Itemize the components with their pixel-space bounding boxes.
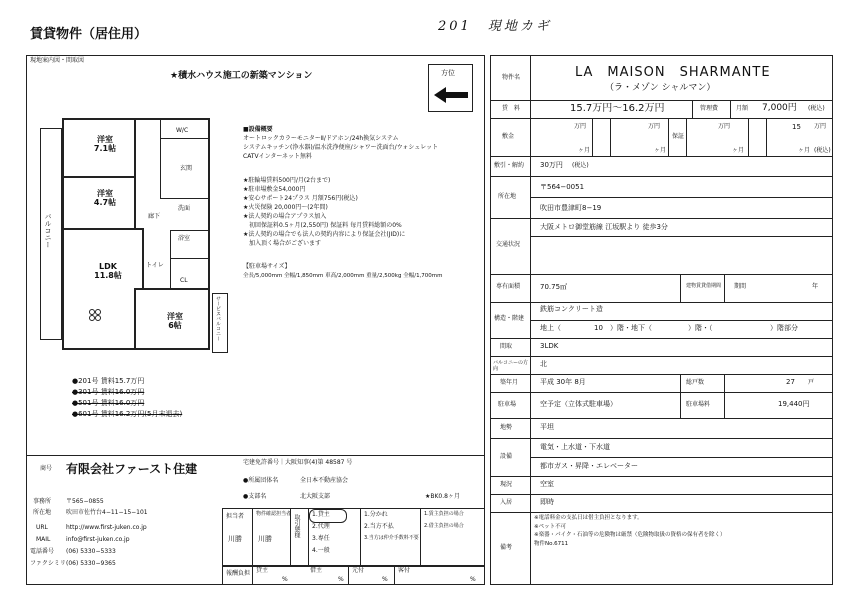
status: 空室 [540, 480, 554, 488]
company-name: 有限会社ファースト住建 [66, 462, 198, 476]
trade-option[interactable]: 4.一般 [312, 547, 330, 554]
room-western-2: 洋室 4.7帖 [93, 189, 117, 207]
floors-part-suffix: ）階部分 [770, 324, 798, 332]
renewal-tax: (税込) [814, 147, 831, 154]
unit-line: ●301号 賃料16.0万円 [72, 388, 145, 396]
facility-1: 電気・上水道・下水道 [540, 443, 610, 451]
unit-line: ●601号 賃料16.2万円(5月末退去) [72, 410, 183, 418]
key-month: ヶ月 [654, 147, 667, 154]
url[interactable]: http://www.first-juken.co.jp [66, 524, 147, 531]
rent-label: 賃 料 [502, 105, 521, 112]
note-line: ★駐輪場賃料500円/月(2台まで) [243, 177, 331, 184]
confirm: 川勝 [258, 535, 272, 543]
note-line: 初回保証料0.5ヶ月(2,550円) 保証料 毎月賃料総額の0% [243, 222, 402, 229]
facility-2: 都市ガス・昇降・エレベーター [540, 462, 638, 470]
trade-option[interactable]: 1.貸主 [312, 511, 330, 518]
location-address: 吹田市豊津町8−19 [540, 204, 602, 212]
arrow-left-icon [434, 87, 468, 103]
section-label: 現地案内図・間取図 [30, 57, 85, 64]
structure: 鉄筋コンクリート造 [540, 305, 603, 313]
units: 27 [786, 378, 795, 386]
built-label: 築年月 [500, 379, 519, 386]
room-bath: 浴室 [178, 235, 191, 242]
area-label: 専有面積 [496, 283, 521, 290]
office-postal: 〒565−0855 [66, 498, 104, 505]
note-line: ★安心サポート24プラス 月額756円(税込) [243, 195, 358, 202]
unit-line: ●501号 賃料16.0万円 [72, 399, 145, 407]
room-balcony: バルコニー [44, 213, 52, 248]
rent: 15.7万円〜16.2万円 [570, 103, 665, 114]
units-unit: 戸 [808, 379, 815, 386]
office-label: 事務所 [33, 498, 52, 505]
reward-percent: % [382, 576, 388, 583]
reward-client: 客付 [398, 567, 411, 574]
tel-label: 電話番号 [30, 548, 55, 555]
terrain-label: 地勢 [500, 424, 513, 431]
notes-block [243, 178, 405, 250]
period: 期間 [734, 283, 747, 290]
kitchen-stove-icon [88, 308, 102, 322]
name-label: 物件名 [502, 74, 521, 81]
mgmt-prefix: 月額 [736, 105, 749, 112]
room-ldk: LDK 11.8帖 [94, 262, 122, 280]
floor-plan [40, 118, 230, 368]
renewal-amount: 15 [792, 123, 801, 131]
remark-line: ※ペット不可 [534, 523, 567, 530]
period-unit: 年 [812, 283, 819, 290]
reward-percent: % [470, 576, 476, 583]
bk-note: ★BK0.8ヶ月 [425, 493, 460, 500]
remark-line: 物件No.6711 [534, 540, 569, 547]
trade-label: 取引態様 [293, 514, 300, 538]
staff: 川勝 [228, 535, 242, 543]
fax-label: ファクシミリ [30, 560, 66, 567]
floors-above-label: 地上（ [540, 324, 561, 332]
floors-above-suffix: ）階・地下（ [610, 324, 652, 332]
mgmt-tax: (税込) [808, 105, 825, 112]
parking-title: 【駐車場サイズ】 [243, 263, 291, 270]
fee-option[interactable]: 2.当方不払 [364, 523, 394, 530]
units-label: 総戸数 [686, 379, 705, 386]
move-label: 入居 [500, 499, 513, 506]
room-toilet: トイレ [146, 262, 164, 269]
branch-label: ●支部名 [243, 493, 267, 500]
reward-landlord: 貸主 [256, 567, 269, 574]
room-western-3: 洋室 6帖 [167, 312, 183, 330]
layout-label: 間取 [500, 343, 513, 350]
url-label: URL [36, 524, 48, 531]
office-addr-label: 所在地 [33, 509, 52, 516]
floorplan-headline: ★積水ハウス施工の新築マンション [170, 71, 313, 81]
mgmt: 7,000円 [762, 103, 797, 113]
floors-below-suffix: ）階・（ [688, 324, 713, 332]
confirm-label: 物件確認担当者 [256, 511, 292, 517]
location-label: 所在地 [498, 193, 517, 200]
move: 即時 [540, 498, 554, 506]
parking-label: 駐車場 [498, 401, 517, 408]
equipment-line: CATVインターネット無料 [243, 153, 313, 160]
renewal-unit: 万円 [814, 123, 827, 130]
location-postal: 〒564−0051 [540, 183, 585, 191]
traffic-label: 交通状況 [496, 241, 521, 248]
remarks-block [534, 516, 726, 550]
office-address: 吹田市佐竹台4−11−15−101 [66, 509, 148, 516]
parking-fee-label: 駐車場料 [686, 401, 711, 408]
note-line: ★駐車場敷金54,000円 [243, 186, 306, 193]
structure-label: 構造・階建 [494, 315, 525, 322]
room-entrance: 玄関 [180, 165, 193, 172]
guarantee-unit: 万円 [718, 123, 731, 130]
staff-label: 担当者 [226, 513, 245, 520]
equipment-line: オートロックカラーモニターⅡ/ドアホン/24h換気システム [243, 135, 399, 142]
page-title: 賃貸物件（居住用） [30, 27, 148, 42]
facility-label: 設備 [500, 453, 513, 460]
fee-option[interactable]: 2.借主負担の場合 [424, 523, 464, 529]
parking-fee: 19,440円 [778, 400, 810, 408]
property-name: LA MAISON SHARMANTE [575, 65, 771, 80]
equipment-title: ■設備概要 [243, 126, 273, 133]
fee-option[interactable]: 1.賃主負担の場合 [424, 511, 464, 517]
mgmt-label: 管理費 [700, 105, 719, 112]
room-closet: CL [180, 277, 188, 284]
mail[interactable]: info@first-juken.co.jp [66, 536, 130, 543]
room-service-balcony: サービスバルコニー [215, 296, 221, 341]
deposit-month: ヶ月 [578, 147, 591, 154]
room-western-1: 洋室 7.1帖 [93, 135, 117, 153]
trade-option[interactable]: 2.代理 [312, 523, 330, 530]
note-line: 加入頂く場合がございます [243, 240, 322, 247]
license: 宅建免許番号｜大阪知事(4)第 48587 号 [243, 459, 353, 466]
equipment-line: システムキッチン(浄水器)/温水洗浄便座/シャワー洗面台/ウォシュレット [243, 144, 439, 151]
area: 70.75㎡ [540, 283, 568, 291]
unit-line: ●201号 賃料15.7万円 [72, 377, 145, 385]
reward-origin: 元付 [352, 567, 365, 574]
floors-above: 10 [594, 324, 603, 332]
trade-selected-circle [309, 509, 347, 523]
remarks-label: 備考 [500, 544, 513, 551]
trade-option[interactable]: 3.専任 [312, 535, 330, 542]
property-name-kana: （ラ・メゾン シャルマン） [605, 83, 716, 93]
remark-line: ※楽器・パイク・石油等の危険物は厳禁（危険物取扱の資格の保有者を除く） [534, 532, 726, 538]
layout: 3LDK [540, 342, 559, 350]
terrain: 平坦 [540, 423, 554, 431]
period-label: 建物賃貸借期間 [686, 283, 722, 289]
shiki-note: (税込) [572, 162, 589, 169]
room-wic: W/C [176, 127, 189, 134]
balcony-label: バルコニーの方向 [493, 360, 529, 372]
traffic: 大阪メトロ御堂筋線 江坂駅より 徒歩3分 [540, 223, 668, 231]
mail-label: MAIL [36, 536, 51, 543]
status-label: 現況 [500, 481, 513, 488]
reward-percent: % [338, 576, 344, 583]
remark-line: ※電話料金の支払日は借主負担となります。 [534, 515, 643, 521]
renewal-month: ヶ月 [798, 147, 811, 154]
note-line: ★法人契約の場合アプラス加入 [243, 213, 327, 220]
parking-size: 全長/5,000mm 全幅/1,850mm 車高/2,000mm 重量/2,500kg 全幅/1,700mm [243, 273, 443, 279]
fax: (06) 5330−9365 [66, 560, 116, 567]
guarantee-month: ヶ月 [732, 147, 745, 154]
room-corridor: 廊下 [148, 213, 161, 220]
tel: (06) 5330−5333 [66, 548, 116, 555]
key-unit: 万円 [648, 123, 661, 130]
fee-option[interactable]: 3.当方は仲介手数料不要 [364, 535, 419, 541]
direction-label: 方位 [441, 69, 455, 77]
shiki: 30万円 [540, 161, 563, 169]
reward-label: 報酬負担 [226, 570, 251, 577]
shiki-label: 敷引・解約 [494, 162, 525, 169]
built: 平成 30年 8月 [540, 378, 586, 386]
equipment-block [243, 127, 438, 160]
fee-option[interactable]: 1.分かれ [364, 511, 388, 518]
deposit-label: 敷金 [502, 133, 515, 140]
note-line: ★火災保険 20,000円〜(2年間) [243, 204, 328, 211]
room-washroom: 洗面 [178, 205, 191, 212]
guarantee-label: 保証 [672, 133, 685, 140]
company-label: 商号 [40, 465, 53, 472]
branch: 北大阪支部 [300, 493, 331, 500]
reward-percent: % [282, 576, 288, 583]
deposit-unit: 万円 [574, 123, 587, 130]
note-line: ★法人契約の場合でも法人の契約内容により保証会社(JID)に [243, 231, 406, 238]
association: 全日本不動産協会 [300, 477, 349, 484]
reward-tenant: 借主 [310, 567, 323, 574]
association-label: ●所属団体名 [243, 477, 279, 484]
handwritten-note: 201 現地カギ [438, 19, 552, 34]
direction-box [428, 64, 473, 112]
balcony: 北 [540, 360, 547, 368]
parking: 空予定（立体式駐車場） [540, 400, 617, 408]
